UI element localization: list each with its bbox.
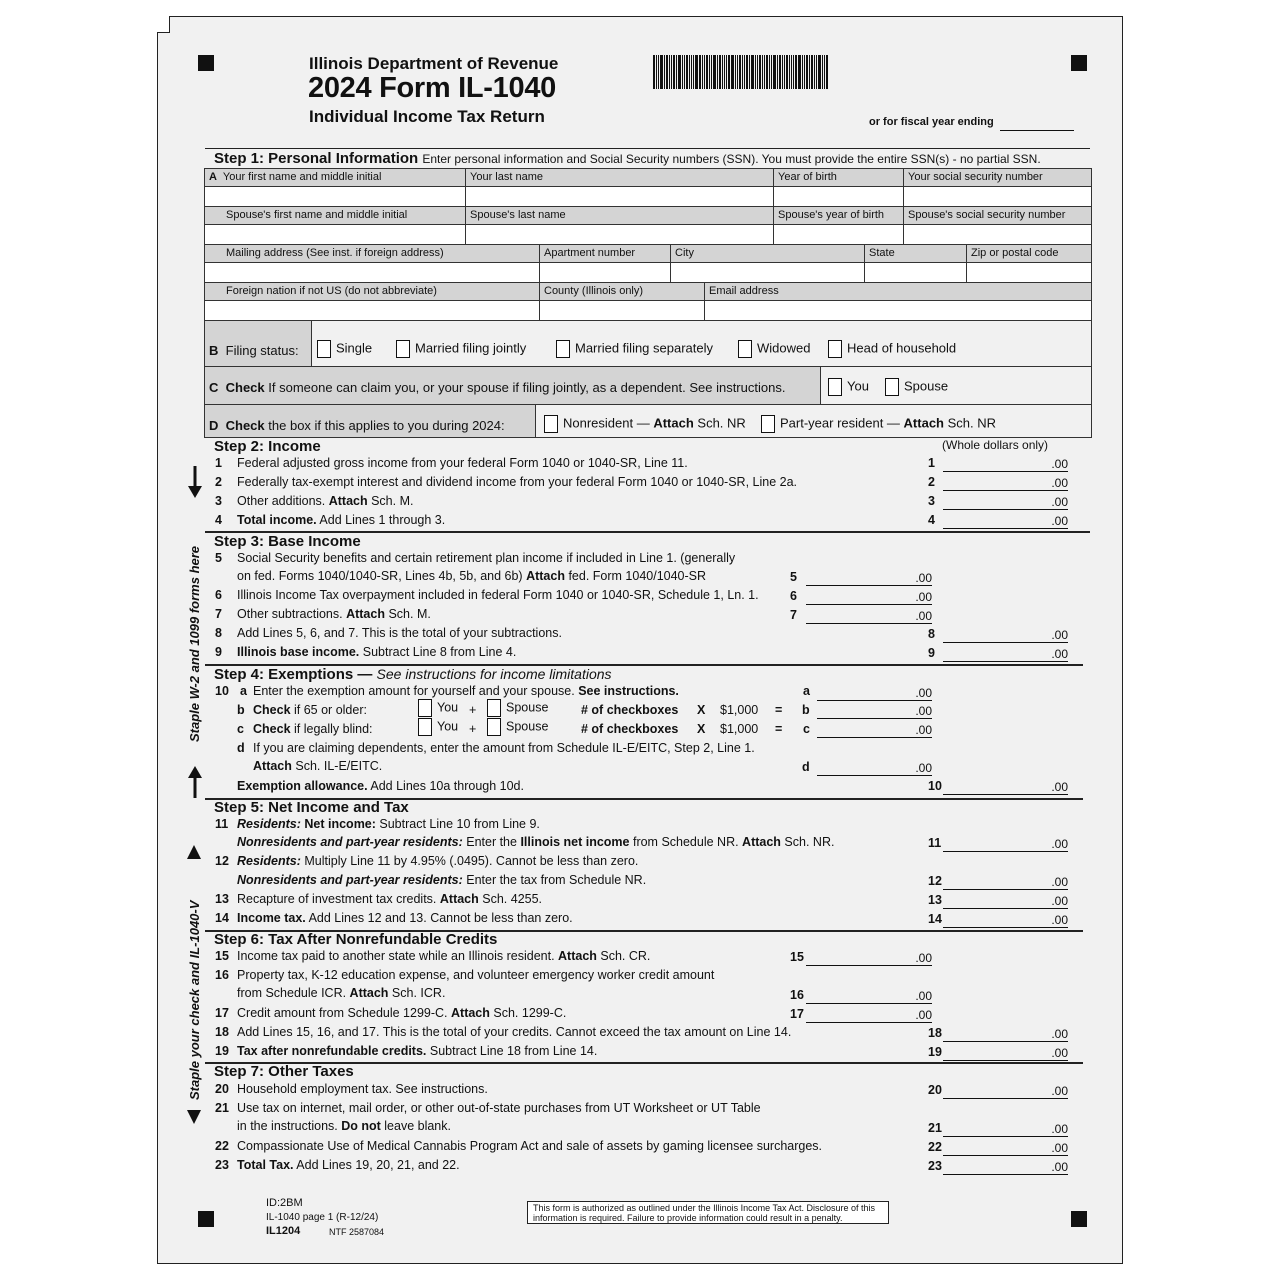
checkbox-count-label: # of checkboxes (581, 703, 679, 717)
married-jointly-checkbox[interactable] (396, 340, 410, 358)
barcode-bar (791, 55, 792, 89)
form-code: IL1204 (266, 1225, 301, 1237)
barcode-bar (773, 55, 776, 89)
barcode-bar (719, 55, 721, 89)
filing-status-options (311, 320, 1092, 367)
form-subtitle: Individual Income Tax Return (309, 107, 545, 126)
line-9-number: 9 (215, 645, 222, 659)
barcode-bar (777, 55, 778, 89)
barcode-bar (822, 55, 823, 89)
spouse-year-of-birth-label: Spouse's year of birth (773, 206, 904, 225)
line-10b-ref: b (802, 703, 810, 717)
zip-label: Zip or postal code (966, 244, 1092, 263)
blind-you-checkbox[interactable] (418, 718, 432, 736)
single-checkbox[interactable] (317, 340, 331, 358)
line-15-ref: 15 (790, 950, 804, 964)
partyear-checkbox[interactable] (761, 415, 775, 433)
ssn-label: Your social security number (903, 168, 1092, 187)
step7-heading: Step 7: Other Taxes (214, 1063, 354, 1080)
registration-mark (1071, 1211, 1087, 1227)
step6-heading: Step 6: Tax After Nonrefundable Credits (214, 931, 498, 948)
barcode-bar (793, 55, 794, 89)
fiscal-year-input[interactable] (1000, 118, 1074, 131)
equals-sign: = (775, 703, 783, 717)
spouse-ssn-input[interactable] (903, 224, 1092, 245)
line-22-ref: 22 (928, 1140, 942, 1154)
step1-heading: Step 1: Personal Information Enter personal information and Social Security numbers (SSN). You must provide the entire SSN(s) - no partial SSN. (214, 150, 1041, 167)
barcode-bar (660, 55, 663, 89)
barcode-bar (771, 55, 772, 89)
age-spouse-checkbox[interactable] (487, 699, 501, 717)
line-12-amount[interactable]: .00 (943, 875, 1068, 890)
line-18-ref: 18 (928, 1026, 942, 1040)
barcode-bar (806, 55, 808, 89)
plus-sign: + (469, 703, 477, 717)
line-17-number: 17 (215, 1006, 229, 1020)
line-10a-ref: a (803, 684, 810, 698)
line-13-text: Recapture of investment tax credits. Attach Sch. 4255. (237, 892, 543, 906)
line-5-text: Social Security benefits and certain retirement plan income if included in Line 1. (generally (237, 551, 736, 565)
line-4-amount[interactable]: .00 (943, 514, 1068, 529)
barcode-bar (737, 55, 738, 89)
apartment-label: Apartment number (539, 244, 671, 263)
line-10c-amount[interactable]: .00 (817, 723, 932, 738)
nonresident-option[interactable]: Nonresident — Attach Sch. NR (544, 415, 746, 433)
line-7-ref: 7 (790, 608, 797, 622)
barcode-bar (671, 55, 672, 89)
dependent-you[interactable]: You (828, 378, 869, 396)
arrow-up-icon (186, 766, 206, 800)
line-23-number: 23 (215, 1158, 229, 1172)
barcode-bar (809, 55, 810, 89)
line-21-text: Use tax on internet, mail order, or other out-of-state purchases from UT Worksheet or UT Table (237, 1101, 761, 1115)
line-2-ref: 2 (928, 475, 935, 489)
arrow-down-icon (186, 466, 206, 500)
line-12-text-cont: Nonresidents and part-year residents: Enter the tax from Schedule NR. (237, 873, 647, 887)
line-3-text: Other additions. Attach Sch. M. (237, 494, 414, 508)
line-19-amount[interactable]: .00 (943, 1046, 1068, 1061)
line-16-number: 16 (215, 968, 229, 982)
line-1-amount[interactable]: .00 (943, 457, 1068, 472)
line-8-number: 8 (215, 626, 222, 640)
dependent-you-checkbox[interactable] (828, 378, 842, 396)
line-10c-ref: c (803, 722, 810, 736)
form-id: ID:2BM (266, 1197, 303, 1209)
city-input[interactable] (670, 262, 865, 283)
foreign-nation-label: Foreign nation if not US (do not abbreviate) (204, 282, 540, 301)
times-sign: X (697, 722, 706, 736)
barcode-bar (717, 55, 718, 89)
barcode-bar (699, 55, 701, 89)
line-6-text: Illinois Income Tax overpayment included in federal Form 1040 or 1040-SR, Schedule 1, Ln. 1. (237, 588, 759, 602)
barcode-bar (686, 55, 688, 89)
barcode-bar (653, 55, 655, 89)
age-you-checkbox[interactable] (418, 699, 432, 717)
line-11-text-cont: Nonresidents and part-year residents: Enter the Illinois net income from Schedule NR. Attach Sch. NR. (237, 835, 835, 849)
line-1-number: 1 (215, 456, 222, 470)
barcode-bar (759, 55, 761, 89)
line-21-ref: 21 (928, 1121, 942, 1135)
line-17-text: Credit amount from Schedule 1299-C. Attach Sch. 1299-C. (237, 1006, 567, 1020)
line-23-text: Total Tax. Add Lines 19, 20, 21, and 22. (237, 1158, 460, 1172)
filing-widowed[interactable]: Widowed (738, 340, 810, 358)
barcode-bar (795, 55, 797, 89)
line-8-ref: 8 (928, 627, 935, 641)
line-10d-letter: d (237, 741, 245, 755)
barcode-bar (728, 55, 730, 89)
line-11-amount[interactable]: .00 (943, 837, 1068, 852)
line-17-ref: 17 (790, 1007, 804, 1021)
line-16-amount[interactable]: .00 (806, 989, 932, 1004)
line-18-amount[interactable]: .00 (943, 1027, 1068, 1042)
state-label: State (864, 244, 967, 263)
line-9-amount[interactable]: .00 (943, 647, 1068, 662)
triangle-up-icon (187, 845, 203, 859)
nonresident-checkbox[interactable] (544, 415, 558, 433)
step3-heading: Step 3: Base Income (214, 533, 361, 550)
barcode-bar (804, 55, 805, 89)
times-sign: X (697, 703, 706, 717)
line-14-amount[interactable]: .00 (943, 913, 1068, 928)
dependent-check-cell: C Check If someone can claim you, or your spouse if filing jointly, as a dependent. See instructions. (204, 366, 821, 405)
mailing-address-input[interactable] (204, 262, 540, 283)
line-12-text: Residents: Multiply Line 11 by 4.95% (.0495). Cannot be less than zero. (237, 854, 639, 868)
form-title: 2024 Form IL-1040 (308, 72, 556, 104)
divider (205, 148, 1090, 149)
line-11-text: Residents: Net income: Subtract Line 10 from Line 9. (237, 817, 540, 831)
barcode-bar (816, 55, 817, 89)
line-4-text: Total income. Add Lines 1 through 3. (237, 513, 446, 527)
spouse-first-name-input[interactable] (204, 224, 466, 245)
dependent-options (820, 366, 1092, 405)
line-3-number: 3 (215, 494, 222, 508)
line-10a-letter: a (240, 684, 247, 698)
registration-mark (1071, 55, 1087, 71)
line-1-ref: 1 (928, 456, 935, 470)
barcode-bar (722, 55, 723, 89)
line-10d-amount[interactable]: .00 (817, 761, 932, 776)
line-6-number: 6 (215, 588, 222, 602)
city-label: City (670, 244, 865, 263)
spouse-last-name-input[interactable] (465, 224, 774, 245)
line-20-text: Household employment tax. See instructions. (237, 1082, 488, 1096)
line-20-amount[interactable]: .00 (943, 1084, 1068, 1099)
line-8-text: Add Lines 5, 6, and 7. This is the total of your subtractions. (237, 626, 562, 640)
barcode-bar (706, 55, 708, 89)
age-you[interactable]: You (418, 699, 458, 717)
line-9-text: Illinois base income. Subtract Line 8 from Line 4. (237, 645, 517, 659)
barcode-bar (673, 55, 675, 89)
barcode-bar (744, 55, 745, 89)
barcode-bar (691, 55, 692, 89)
last-name-label: Your last name (465, 168, 774, 187)
spouse-year-of-birth-input[interactable] (773, 224, 904, 245)
filing-status-label-cell: B Filing status: (204, 320, 312, 367)
line-21-amount[interactable]: .00 (943, 1122, 1068, 1137)
barcode-bar (782, 55, 783, 89)
line-18-number: 18 (215, 1025, 229, 1039)
line-10b-amount[interactable]: .00 (817, 704, 932, 719)
plus-sign: + (469, 722, 477, 736)
ssn-input[interactable] (903, 186, 1092, 207)
barcode-bar (664, 55, 665, 89)
line-15-number: 15 (215, 949, 229, 963)
barcode-bar (786, 55, 788, 89)
zip-input[interactable] (966, 262, 1092, 283)
line-5-number: 5 (215, 551, 222, 565)
partyear-option[interactable]: Part-year resident — Attach Sch. NR (761, 415, 996, 433)
line-23-ref: 23 (928, 1159, 942, 1173)
barcode-bar (726, 55, 727, 89)
barcode-bar (779, 55, 781, 89)
barcode-bar (769, 55, 770, 89)
barcode-bar (742, 55, 743, 89)
line-3-ref: 3 (928, 494, 935, 508)
state-input[interactable] (864, 262, 967, 283)
barcode-bar (666, 55, 668, 89)
line-9-ref: 9 (928, 646, 935, 660)
line-13-amount[interactable]: .00 (943, 894, 1068, 909)
step2-heading: Step 2: Income (214, 438, 321, 455)
line-2-amount[interactable]: .00 (943, 476, 1068, 491)
line-12-ref: 12 (928, 874, 942, 888)
barcode-bar (702, 55, 703, 89)
line-10-amount[interactable]: .00 (943, 780, 1068, 795)
line-10b-letter: b (237, 703, 245, 717)
spouse-last-name-label: Spouse's last name (465, 206, 774, 225)
filing-head-of-household[interactable]: Head of household (828, 340, 956, 358)
spouse-first-name-label: Spouse's first name and middle initial (204, 206, 466, 225)
barcode-bar (751, 55, 754, 89)
line-10-ref: 10 (928, 779, 942, 793)
last-name-input[interactable] (465, 186, 774, 207)
age-spouse[interactable]: Spouse (487, 699, 548, 717)
line-16-ref: 16 (790, 988, 804, 1002)
barcode-bar (764, 55, 765, 89)
barcode-bar (658, 55, 659, 89)
residency-options (535, 404, 1092, 438)
line-10c-text: Check if legally blind: (253, 722, 373, 736)
blind-spouse-checkbox[interactable] (487, 718, 501, 736)
line-18-text: Add Lines 15, 16, and 17. This is the total of your credits. Cannot exceed the tax amount on Line 14. (237, 1025, 792, 1039)
barcode-bar (762, 55, 763, 89)
step4-heading: Step 4: Exemptions — See instructions for income limitations (214, 666, 612, 683)
line-23-amount[interactable]: .00 (943, 1160, 1068, 1175)
line-21-number: 21 (215, 1101, 229, 1115)
line-7-amount[interactable]: .00 (806, 609, 932, 624)
line-16-text-cont: from Schedule ICR. Attach Sch. ICR. (237, 986, 446, 1000)
line-13-number: 13 (215, 892, 229, 906)
head-of-household-checkbox[interactable] (828, 340, 842, 358)
barcode-bar (818, 55, 821, 89)
barcode-bar (798, 55, 801, 89)
line-19-text: Tax after nonrefundable credits. Subtract Line 18 from Line 14. (237, 1044, 598, 1058)
mailing-address-label: Mailing address (See inst. if foreign address) (204, 244, 540, 263)
first-name-label: A Your first name and middle initial (204, 168, 466, 187)
ntf-code: NTF 2587084 (329, 1227, 385, 1237)
year-of-birth-input[interactable] (773, 186, 904, 207)
widowed-checkbox[interactable] (738, 340, 752, 358)
barcode-bar (814, 55, 815, 89)
barcode-bar (709, 55, 710, 89)
line-14-number: 14 (215, 911, 229, 925)
line-13-ref: 13 (928, 893, 942, 907)
line-22-number: 22 (215, 1139, 229, 1153)
barcode-bar (824, 55, 825, 89)
barcode-bar (784, 55, 785, 89)
line-21-text-cont: in the instructions. Do not leave blank. (237, 1119, 451, 1133)
line-1-text: Federal adjusted gross income from your federal Form 1040 or 1040-SR, Line 11. (237, 456, 688, 470)
barcode-bar (811, 55, 813, 89)
line-19-ref: 19 (928, 1045, 942, 1059)
line-15-amount[interactable]: .00 (806, 951, 932, 966)
barcode-bar (689, 55, 690, 89)
line-11-number: 11 (215, 817, 229, 831)
line-12-number: 12 (215, 854, 229, 868)
line-10d-text: If you are claiming dependents, enter the amount from Schedule IL-E/EITC, Step 2, Line 1. (253, 741, 755, 755)
registration-mark (198, 1211, 214, 1227)
filing-married-jointly[interactable]: Married filing jointly (396, 340, 526, 358)
disclosure-notice: This form is authorized as outlined under the Illinois Income Tax Act. Disclosure of this information is required. Failure to provide information could result in a penalty. (527, 1201, 889, 1224)
line-8-amount[interactable]: .00 (943, 628, 1068, 643)
barcode-bar (695, 55, 698, 89)
line-3-amount[interactable]: .00 (943, 495, 1068, 510)
line-5-amount[interactable]: .00 (806, 571, 932, 586)
barcode-bar (693, 55, 694, 89)
married-separately-checkbox[interactable] (556, 340, 570, 358)
agency-name: Illinois Department of Revenue (309, 54, 559, 73)
line-4-ref: 4 (928, 513, 935, 527)
line-22-amount[interactable]: .00 (943, 1141, 1068, 1156)
line-10a-text: Enter the exemption amount for yourself and your spouse. See instructions. (253, 684, 679, 698)
line-7-number: 7 (215, 607, 222, 621)
barcode-bar (766, 55, 768, 89)
line-16-text: Property tax, K-12 education expense, and volunteer emergency worker credit amount (237, 968, 715, 982)
line-7-text: Other subtractions. Attach Sch. M. (237, 607, 431, 621)
staple-check-note: Staple your check and IL-1040-V (187, 900, 202, 1100)
fiscal-year-label: or for fiscal year ending (869, 116, 994, 128)
line-11-ref: 11 (928, 836, 942, 850)
line-14-text: Income tax. Add Lines 12 and 13. Cannot be less than zero. (237, 911, 573, 925)
apartment-input[interactable] (539, 262, 671, 283)
first-name-input[interactable] (204, 186, 466, 207)
barcode-bar (739, 55, 741, 89)
registration-mark (198, 55, 214, 71)
barcode-bar (735, 55, 736, 89)
barcode-bar (704, 55, 705, 89)
barcode-bar (749, 55, 750, 89)
filing-married-separately[interactable]: Married filing separately (556, 340, 713, 358)
barcode-bar (826, 55, 828, 89)
triangle-down-icon (187, 1110, 203, 1124)
multiplier: $1,000 (720, 703, 759, 717)
email-label: Email address (704, 282, 1092, 301)
line-6-amount[interactable]: .00 (806, 590, 932, 605)
blind-you[interactable]: You (418, 718, 458, 736)
year-of-birth-label: Year of birth (773, 168, 904, 187)
line-15-text: Income tax paid to another state while an Illinois resident. Attach Sch. CR. (237, 949, 651, 963)
barcode-bar (713, 55, 716, 89)
dependent-spouse-checkbox[interactable] (885, 378, 899, 396)
line-6-ref: 6 (790, 589, 797, 603)
page-label: IL-1040 page 1 (R-12/24) (266, 1212, 379, 1223)
barcode-bar (731, 55, 734, 89)
line-5-text-cont: on fed. Forms 1040/1040-SR, Lines 4b, 5b, and 6b) Attach fed. Form 1040/1040-SR (237, 569, 707, 583)
barcode-bar (669, 55, 670, 89)
filing-single[interactable]: Single (317, 340, 372, 358)
multiplier: $1,000 (720, 722, 759, 736)
line-20-ref: 20 (928, 1083, 942, 1097)
barcode-bar (724, 55, 725, 89)
barcode-bar (684, 55, 685, 89)
line-17-amount[interactable]: .00 (806, 1008, 932, 1023)
line-14-ref: 14 (928, 912, 942, 926)
checkbox-count-label: # of checkboxes (581, 722, 679, 736)
barcode-bar (757, 55, 758, 89)
barcode-bar (711, 55, 712, 89)
line-20-number: 20 (215, 1082, 229, 1096)
line-10-number: 10 (215, 684, 229, 698)
line-10d-ref: d (802, 760, 810, 774)
barcode-bar (682, 55, 683, 89)
barcode (653, 55, 829, 89)
spouse-ssn-label: Spouse's social security number (903, 206, 1092, 225)
county-label: County (Illinois only) (539, 282, 705, 301)
barcode-bar (676, 55, 677, 89)
line-22-text: Compassionate Use of Medical Cannabis Program Act and sale of assets by gaming licensee surcharges. (237, 1139, 823, 1153)
dependent-spouse[interactable]: Spouse (885, 378, 948, 396)
whole-dollars-note: (Whole dollars only) (942, 438, 1049, 452)
exemption-allowance-text: Exemption allowance. Add Lines 10a through 10d. (237, 779, 524, 793)
barcode-bar (678, 55, 681, 89)
residency-check-cell: D Check the box if this applies to you during 2024: (204, 404, 536, 438)
staple-w2-note: Staple W-2 and 1099 forms here (187, 545, 202, 742)
line-10a-amount[interactable]: .00 (817, 686, 932, 701)
line-2-text: Federally tax-exempt interest and dividend income from your federal Form 1040 or 1040-SR, Line 2a. (237, 475, 798, 489)
county-input[interactable] (539, 300, 705, 321)
line-10c-letter: c (237, 722, 244, 736)
line-10d-text-cont: Attach Sch. IL-E/EITC. (253, 759, 383, 773)
barcode-bar (656, 55, 657, 89)
line-19-number: 19 (215, 1044, 229, 1058)
foreign-nation-input[interactable] (204, 300, 540, 321)
line-2-number: 2 (215, 475, 222, 489)
blind-spouse[interactable]: Spouse (487, 718, 548, 736)
line-10b-text: Check if 65 or older: (253, 703, 367, 717)
line-4-number: 4 (215, 513, 222, 527)
barcode-bar (755, 55, 756, 89)
corner-notch (157, 16, 170, 33)
email-input[interactable] (704, 300, 1092, 321)
barcode-bar (802, 55, 803, 89)
barcode-bar (789, 55, 790, 89)
equals-sign: = (775, 722, 783, 736)
barcode-bar (746, 55, 748, 89)
step5-heading: Step 5: Net Income and Tax (214, 799, 409, 816)
line-5-ref: 5 (790, 570, 797, 584)
